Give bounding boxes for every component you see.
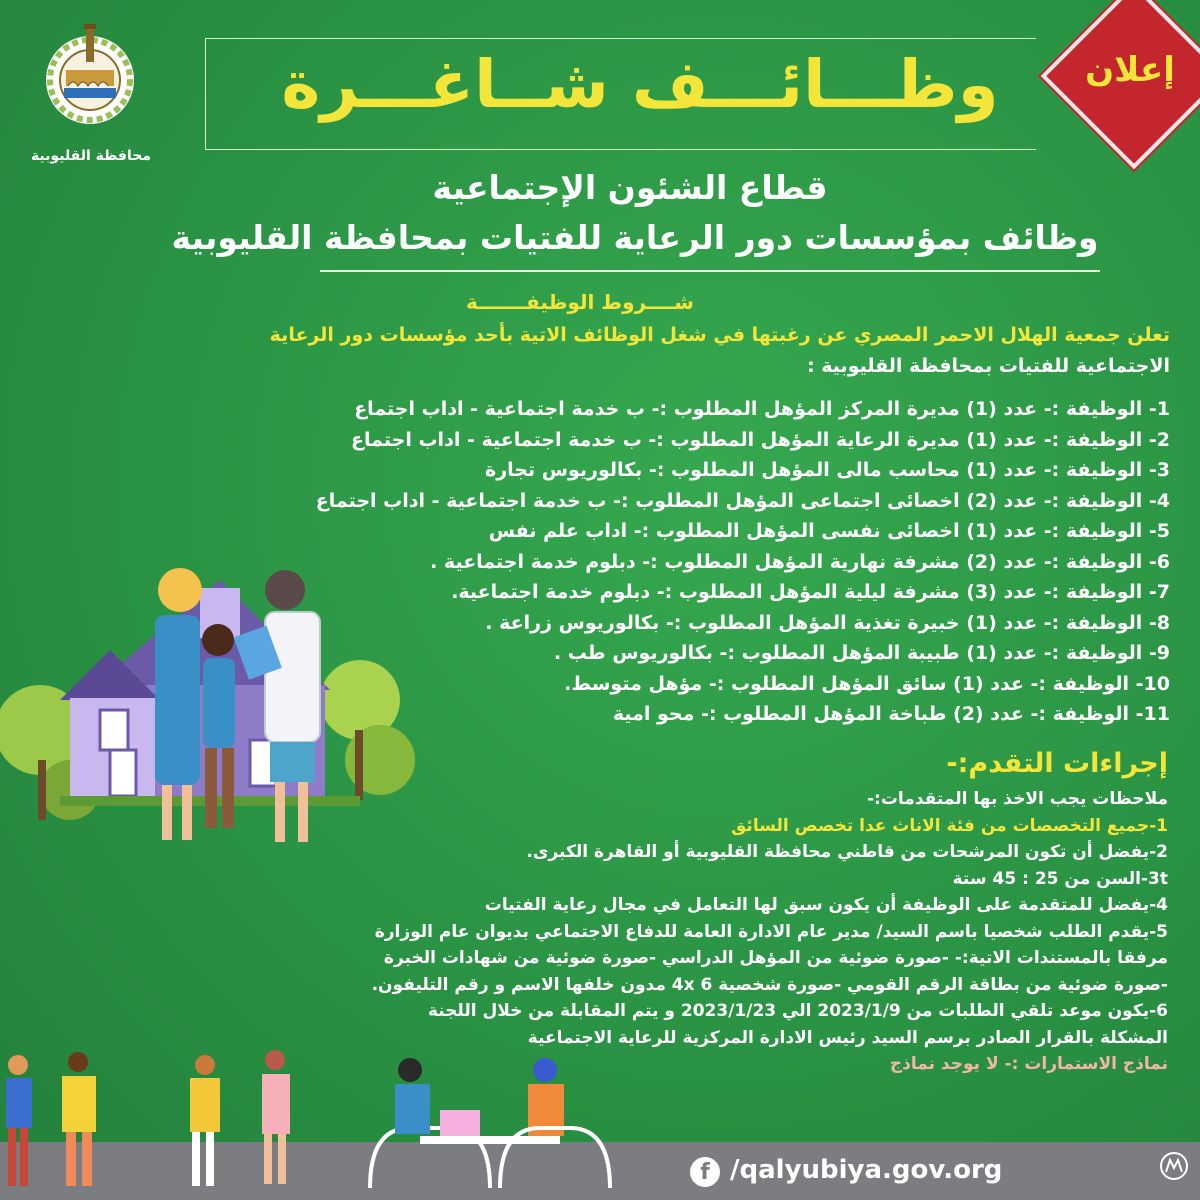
job-item: 7- الوظيفة :- عدد (3) مشرفة ليلية المؤهل المطلوب :- دبلوم خدمة اجتماعية. — [451, 581, 1170, 603]
procedures-title: إجراءات التقدم:- — [946, 748, 1168, 779]
forms-note: نماذج الاستمارات :- لا يوجد نماذج — [889, 1054, 1168, 1074]
heading-divider — [320, 270, 1100, 272]
job-item: 1- الوظيفة :- عدد (1) مديرة المركز المؤهل المطلوب :- ب خدمة اجتماعية - اداب اجتماع — [354, 398, 1170, 420]
conditions-title: شــــروط الوظيفـــــــة — [466, 290, 694, 314]
job-item: 4- الوظيفة :- عدد (2) اخصائى اجتماعى المؤهل المطلوب :- ب خدمة اجتماعية - اداب اجتماع — [315, 489, 1170, 512]
job-item: 9- الوظيفة :- عدد (1) طبيبة المؤهل المطلوب :- بكالوريوس طب . — [553, 642, 1170, 664]
badge-label: إعلان — [1085, 50, 1175, 90]
note-2: 2-يفضل أن تكون المرشحات من قاطني محافظة القليوبية أو القاهرة الكبرى. — [526, 842, 1168, 862]
note-5a: 5-يقدم الطلب شخصيا باسم السيد/ مدير عام الادارة العامة للدفاع الاجتماعي بديوان عام الوزارة — [374, 921, 1168, 942]
job-item: 5- الوظيفة :- عدد (1) اخصائى نفسى المؤهل المطلوب :- اداب علم نفس — [488, 520, 1170, 542]
procedures-notes — [288, 786, 1168, 1078]
intro-line-1: تعلن جمعية الهلال الاحمر المصري عن رغبتها في شغل الوظائف الاتية بأحد مؤسسات دور الرعاية — [269, 324, 1170, 346]
job-item: 6- الوظيفة :- عدد (2) مشرفة نهارية المؤهل المطلوب :- دبلوم خدمة اجتماعية . — [430, 550, 1170, 573]
sector-heading: قطاع الشئون الإجتماعية — [432, 168, 828, 207]
note-1: 1-جميع التخصصات من فئة الاناث عدا تخصص السائق — [731, 815, 1168, 836]
people-illustration — [0, 1040, 620, 1190]
announcement-badge — [1040, 0, 1200, 162]
notes-heading: ملاحظات يجب الاخذ بها المتقدمات:- — [866, 789, 1168, 809]
governorate-logo — [40, 18, 140, 128]
job-item: 2- الوظيفة :- عدد (1) مديرة الرعاية المؤهل المطلوب :- ب خدمة اجتماعية - اداب اجتماع — [351, 428, 1170, 451]
intro-line-2: الاجتماعية للفتيات بمحافظة القليوبية : — [807, 355, 1170, 377]
logo-caption: محافظة القليوبية — [31, 148, 151, 164]
intro-text — [70, 320, 1170, 382]
job-item: 3- الوظيفة :- عدد (1) محاسب مالى المؤهل المطلوب :- بكالوريوس تجارة — [485, 459, 1170, 481]
job-item: 8- الوظيفة :- عدد (1) خبيرة تغذية المؤهل المطلوب :- بكالوريوس زراعة . — [485, 611, 1170, 634]
job-item: 11- الوظيفة :- عدد (2) طباخة المؤهل المطلوب :- محو امية — [612, 703, 1170, 725]
website-url: /qalyubiya.gov.org — [730, 1155, 1003, 1185]
note-4: 4-يفضل للمتقدمة على الوظيفة أن يكون سبق لها التعامل في مجال رعاية الفتيات — [484, 895, 1168, 915]
note-5c: -صورة ضوئية من بطاقة الرقم القومي -صورة شخصية 6 4x مدون خلفها الاسم و رقم التليفون. — [371, 974, 1168, 995]
note-5b: مرفقا بالمستندات الاتية:- -صورة ضوئية من المؤهل الدراسي -صورة ضوئية من شهادات الخبرة — [383, 948, 1168, 968]
note-6b: المشكلة بالقرار الصادر برسم السيد رئيس الادارة المركزية للرعاية الاجتماعية — [527, 1027, 1168, 1048]
note-6a: 6-يكون موعد تلقي الطلبات من 2023/1/9 الي 2023/1/23 و يتم المقابلة من خلال اللجنة — [427, 1001, 1168, 1021]
brand-mark-icon — [1156, 1150, 1192, 1194]
note-3: 3t-السن من 25 : 45 ستة — [952, 868, 1168, 889]
main-title: وظـــائـــف شــاغـــرة — [281, 46, 999, 123]
facebook-icon: f — [690, 1157, 720, 1187]
jobs-heading: وظائف بمؤسسات دور الرعاية للفتيات بمحافظة القليوبية — [171, 218, 1099, 257]
job-item: 10- الوظيفة :- عدد (1) سائق المؤهل المطلوب :- مؤهل متوسط. — [564, 672, 1170, 695]
